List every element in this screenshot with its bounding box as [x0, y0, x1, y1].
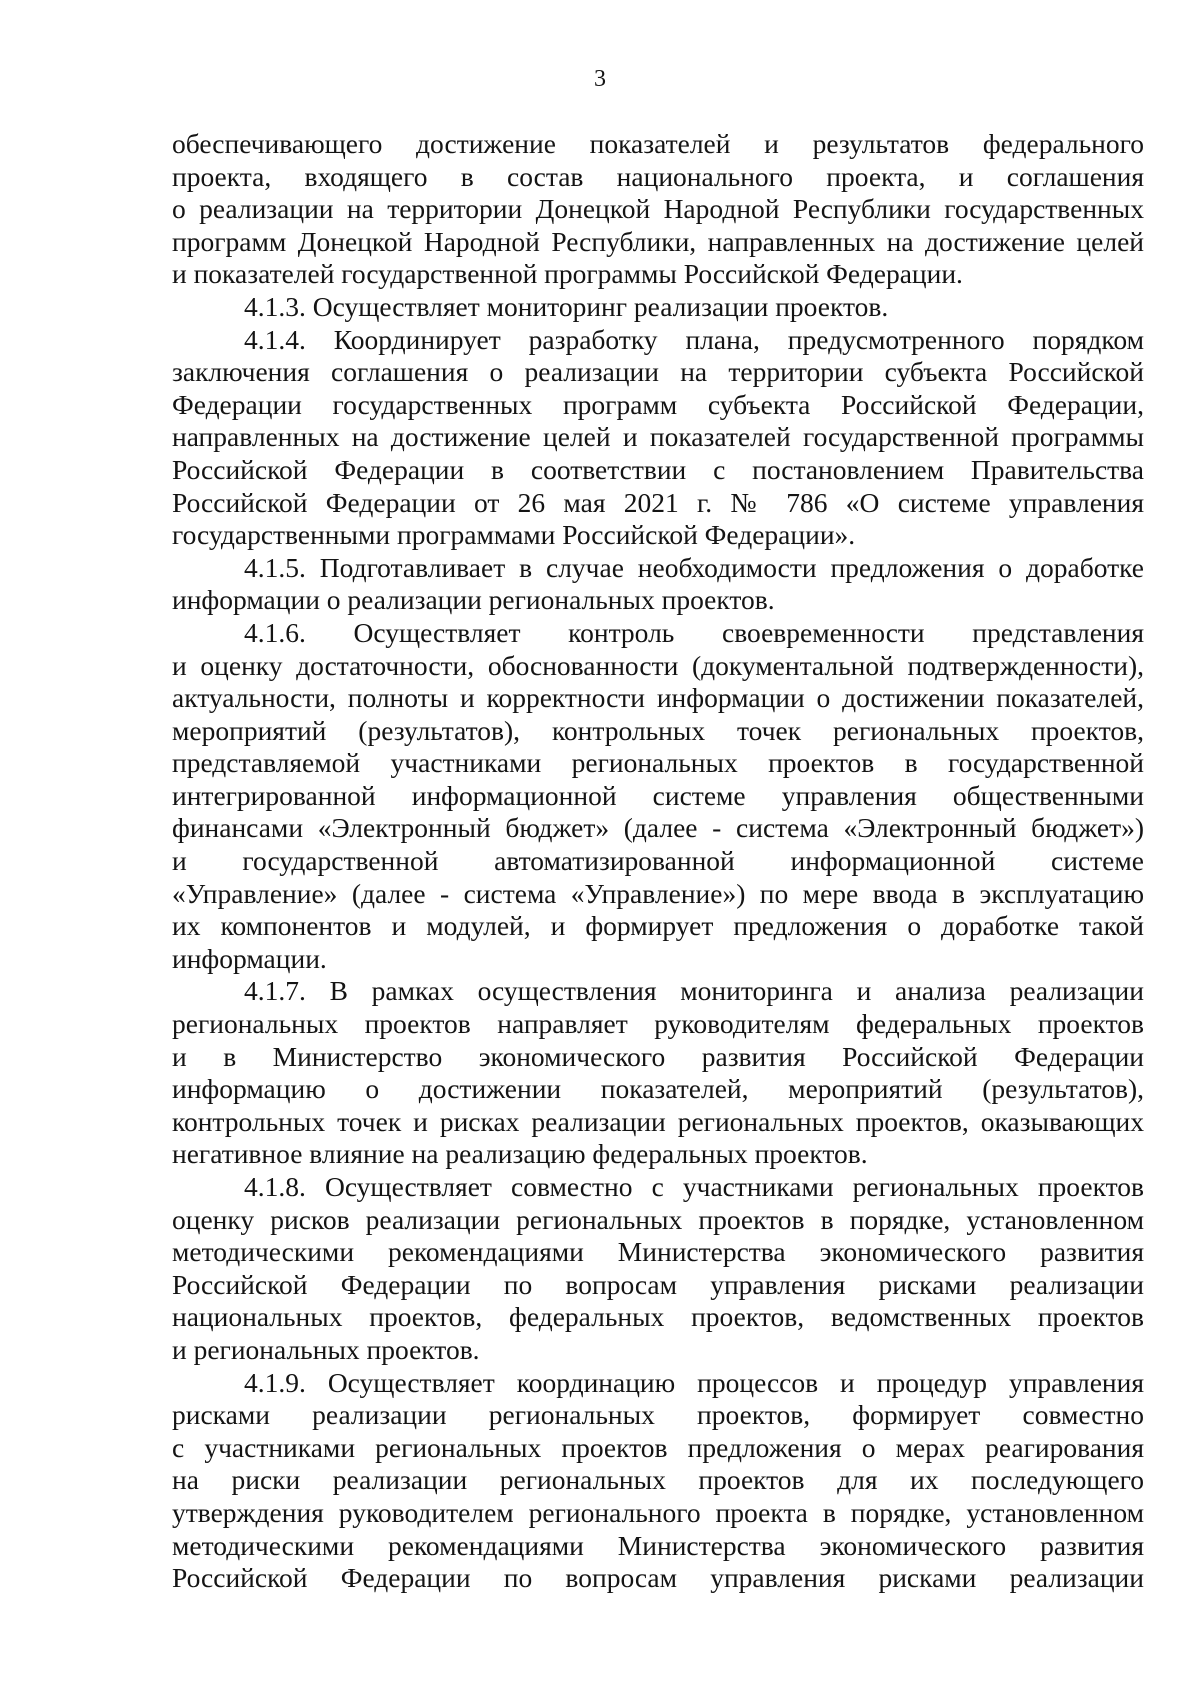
- text-line: Российской Федерации по вопросам управления рисками реализации: [172, 1562, 1144, 1594]
- text-line: проекта, входящего в состав национального проекта, и соглашения: [172, 160, 1144, 192]
- text-line: о реализации на территории Донецкой Народной Республики государственных: [172, 193, 1144, 225]
- paragraph-4-1-4: [172, 324, 1144, 552]
- text-line: 4.1.3. Осуществляет мониторинг реализации проектов.: [244, 290, 889, 322]
- text-line: финансами «Электронный бюджет» (далее - система «Электронный бюджет»): [172, 812, 1144, 844]
- paragraph-4-1-3: [172, 291, 1144, 324]
- text-line: и в Министерство экономического развития Российской Федерации: [172, 1040, 1144, 1072]
- text-line: информации о реализации региональных проектов.: [172, 584, 775, 616]
- text-line: и оценку достаточности, обоснованности (документальной подтвержденности),: [172, 649, 1144, 681]
- text-line: национальных проектов, федеральных проектов, ведомственных проектов: [172, 1301, 1144, 1333]
- text-line: утверждения руководителем регионального проекта в порядке, установленном: [172, 1496, 1144, 1528]
- text-line: и показателей государственной программы Российской Федерации.: [172, 258, 963, 290]
- text-line: 4.1.5. Подготавливает в случае необходимости предложения о доработке: [244, 551, 1144, 583]
- text-line: оценку рисков реализации региональных проектов в порядке, установленном: [172, 1203, 1144, 1235]
- text-line: представляемой участниками региональных проектов в государственной: [172, 747, 1144, 779]
- text-line: 4.1.9. Осуществляет координацию процессов и процедур управления: [244, 1366, 1144, 1398]
- text-line: и региональных проектов.: [172, 1333, 480, 1365]
- text-line: заключения соглашения о реализации на территории субъекта Российской: [172, 356, 1144, 388]
- text-line: «Управление» (далее - система «Управление») по мере ввода в эксплуатацию: [172, 877, 1144, 909]
- text-line: обеспечивающего достижение показателей и результатов федерального: [172, 128, 1144, 159]
- text-line: 4.1.4. Координирует разработку плана, предусмотренного порядком: [244, 323, 1144, 355]
- text-line: мероприятий (результатов), контрольных точек региональных проектов,: [172, 714, 1144, 746]
- text-line: Российской Федерации в соответствии с постановлением Правительства: [172, 453, 1144, 485]
- text-line: контрольных точек и рисках реализации региональных проектов, оказывающих: [172, 1105, 1144, 1137]
- text-line: программ Донецкой Народной Республики, направленных на достижение целей: [172, 225, 1144, 257]
- text-line: информации.: [172, 942, 327, 974]
- text-line: методическими рекомендациями Министерства экономического развития: [172, 1236, 1144, 1268]
- document-body: [172, 128, 1144, 1595]
- text-line: Федерации государственных программ субъекта Российской Федерации,: [172, 388, 1144, 420]
- text-line: направленных на достижение целей и показателей государственной программы: [172, 421, 1144, 453]
- paragraph-4-1-6: [172, 617, 1144, 976]
- paragraph-4-1-7: [172, 975, 1144, 1171]
- text-line: государственными программами Российской Федерации».: [172, 519, 856, 551]
- text-line: рисками реализации региональных проектов, формирует совместно: [172, 1399, 1144, 1431]
- text-line: методическими рекомендациями Министерства экономического развития: [172, 1529, 1144, 1561]
- text-line: информацию о достижении показателей, мероприятий (результатов),: [172, 1073, 1144, 1105]
- text-line: актуальности, полноты и корректности информации о достижении показателей,: [172, 682, 1144, 714]
- text-line: их компонентов и модулей, и формирует предложения о доработке такой: [172, 910, 1144, 942]
- text-line: 4.1.8. Осуществляет совместно с участниками региональных проектов: [244, 1171, 1144, 1202]
- paragraph-continuation: [172, 128, 1144, 291]
- text-line: негативное влияние на реализацию федеральных проектов.: [172, 1138, 868, 1170]
- paragraph-4-1-8: [172, 1171, 1144, 1367]
- text-line: интегрированной информационной системе управления общественными: [172, 779, 1144, 811]
- page-number: 3: [594, 66, 606, 92]
- text-line: 4.1.6. Осуществляет контроль своевременности представления: [244, 616, 1144, 648]
- text-line: Российской Федерации от 26 мая 2021 г. № 786 «О системе управления: [172, 486, 1144, 518]
- text-line: на риски реализации региональных проектов для их последующего: [172, 1464, 1144, 1496]
- paragraph-4-1-5: [172, 552, 1144, 617]
- paragraph-4-1-9: [172, 1367, 1144, 1595]
- text-line: 4.1.7. В рамках осуществления мониторинга и анализа реализации: [244, 975, 1144, 1007]
- text-line: Российской Федерации по вопросам управления рисками реализации: [172, 1268, 1144, 1300]
- text-line: и государственной автоматизированной информационной системе: [172, 845, 1144, 877]
- text-line: региональных проектов направляет руководителям федеральных проектов: [172, 1008, 1144, 1040]
- text-line: с участниками региональных проектов предложения о мерах реагирования: [172, 1431, 1144, 1463]
